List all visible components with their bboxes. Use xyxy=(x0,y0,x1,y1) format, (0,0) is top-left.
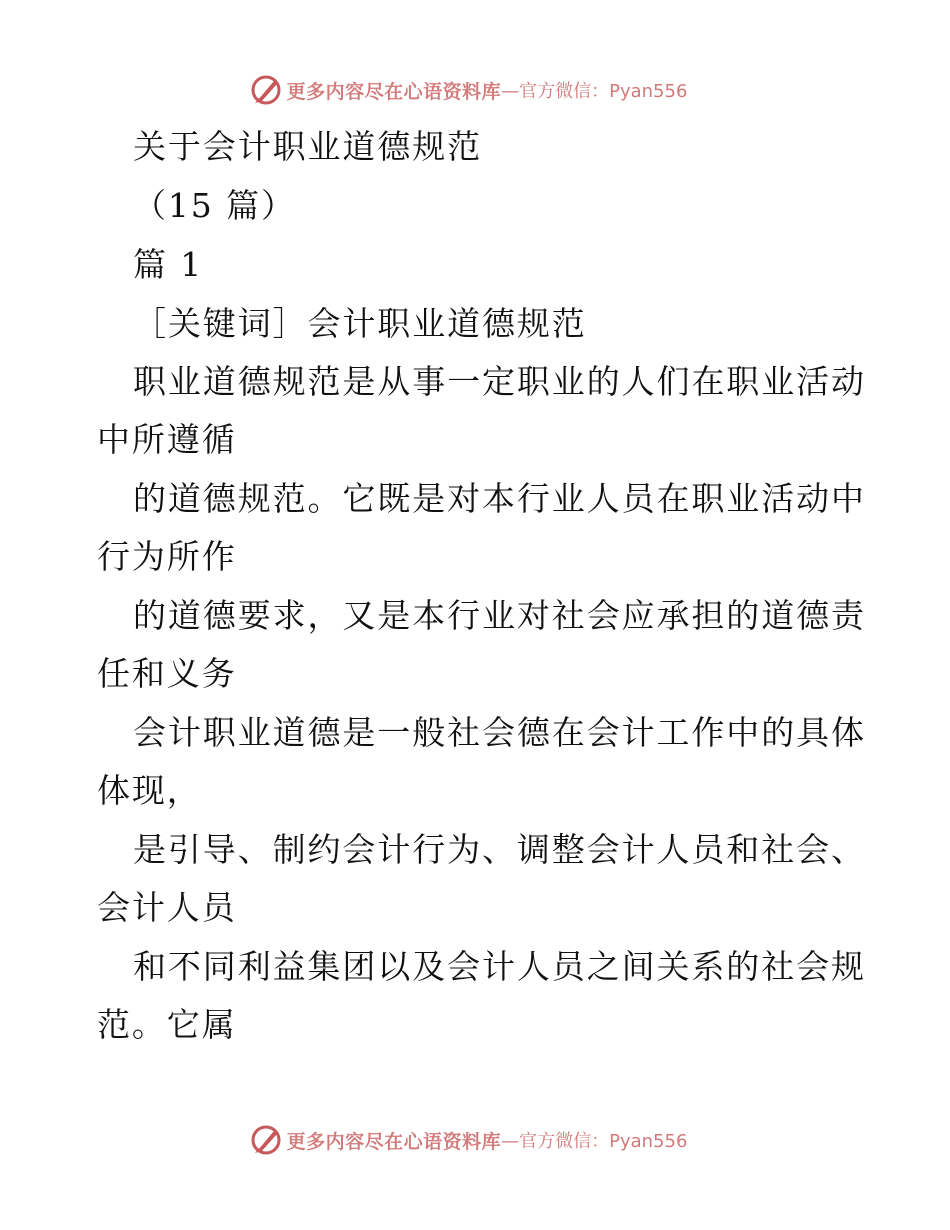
footer-watermark xyxy=(0,1122,950,1158)
document-title: 关于会计职业道德规范 xyxy=(133,127,482,166)
watermark-contact-text: —官方微信：Pyan556 xyxy=(501,81,688,102)
watermark-site-text: 更多内容尽在心语资料库 xyxy=(286,1130,502,1153)
paragraph-line: 是引导、制约会计行为、调整会计人员和社会、 xyxy=(133,830,866,869)
paragraph-line: 和不同利益集团以及会计人员之间关系的社会规 xyxy=(133,947,866,986)
watermark-contact-text: —官方微信：Pyan556 xyxy=(501,1131,688,1152)
keywords-line: ［关键词］会计职业道德规范 xyxy=(133,304,587,343)
section-heading: 篇 1 xyxy=(133,245,204,284)
paragraph-line: 会计人员 xyxy=(97,888,237,927)
paragraph-line: 职业道德规范是从事一定职业的人们在职业活动 xyxy=(133,362,866,401)
paragraph-line: 的道德规范。它既是对本行业人员在职业活动中 xyxy=(133,479,866,518)
paragraph-line: 范。它属 xyxy=(97,1005,237,1044)
header-watermark xyxy=(0,72,950,108)
paragraph-line: 的道德要求，又是本行业对社会应承担的道德责 xyxy=(133,596,866,635)
pen-logo-icon xyxy=(249,1123,283,1157)
paragraph-line: 任和义务 xyxy=(97,654,237,693)
document-count: （15 篇） xyxy=(133,186,296,225)
paragraph-line: 会计职业道德是一般社会德在会计工作中的具体 xyxy=(133,713,866,752)
paragraph-line: 体现， xyxy=(97,771,202,810)
pen-logo-icon xyxy=(249,73,283,107)
watermark-site-text: 更多内容尽在心语资料库 xyxy=(286,80,502,103)
paragraph-line: 行为所作 xyxy=(97,537,237,576)
paragraph-line: 中所遵循 xyxy=(97,420,237,459)
